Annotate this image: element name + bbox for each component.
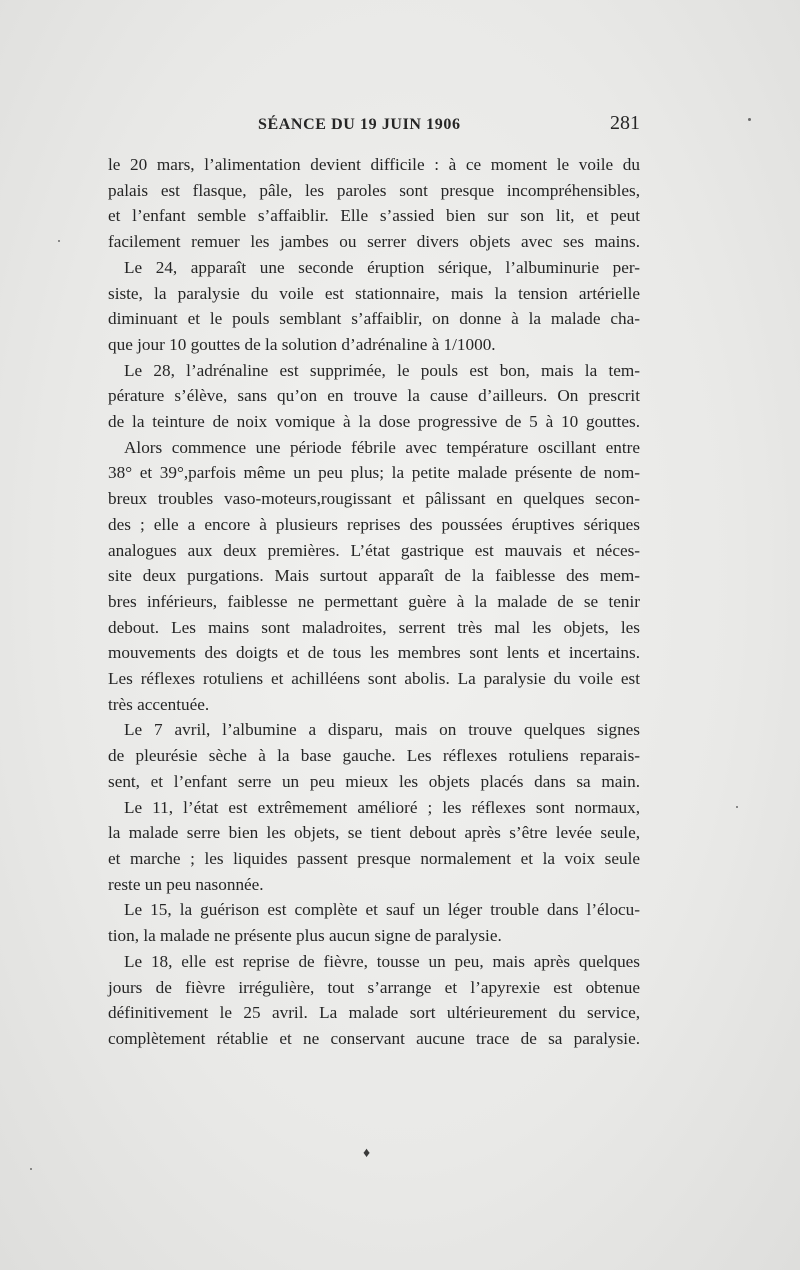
- text-line: tion, la malade ne présente plus aucun signe de paralysie.: [108, 926, 502, 946]
- paragraph: [108, 152, 640, 255]
- text-line: très accentuée.: [108, 694, 210, 714]
- text-line: des ; elle a encore à plusieurs reprises des poussées éruptives sériques: [108, 514, 640, 534]
- text-line: siste, la paralysie du voile est stationnaire, mais la tension artérielle: [108, 283, 640, 303]
- ink-mark-icon: ♦: [363, 1146, 371, 1161]
- body-text: [108, 152, 640, 1052]
- text-line: et marche ; les liquides passent presque normalement et la voix seule: [108, 848, 640, 868]
- text-line: 38° et 39°,parfois même un peu plus; la petite malade présente de nom-: [108, 463, 640, 483]
- text-line: palais est flasque, pâle, les paroles sont presque incompréhensibles,: [108, 180, 640, 200]
- text-line: mouvements des doigts et de tous les membres sont lents et incertains.: [108, 643, 640, 663]
- text-line: reste un peu nasonnée.: [108, 874, 264, 894]
- paragraph: [108, 897, 640, 948]
- text-line: Le 28, l’adrénaline est supprimée, le pouls est bon, mais la tem-: [124, 360, 640, 380]
- text-line: la malade serre bien les objets, se tient debout après s’être levée seule,: [108, 823, 640, 843]
- running-header: [108, 112, 640, 142]
- paper-speck: [30, 1168, 32, 1170]
- page-number: 281: [610, 112, 640, 134]
- paragraph: [108, 358, 640, 435]
- text-line: de la teinture de noix vomique à la dose progressive de 5 à 10 gouttes.: [108, 412, 640, 432]
- running-title: SÉANCE DU 19 JUIN 1906: [258, 116, 461, 133]
- paper-speck: [736, 806, 738, 808]
- paper-speck: [58, 240, 60, 242]
- text-line: debout. Les mains sont maladroites, serrent très mal les objets, les: [108, 617, 640, 637]
- text-line: analogues aux deux premières. L’état gastrique est mauvais et néces-: [108, 540, 640, 560]
- text-line: site deux purgations. Mais surtout apparaît de la faiblesse des mem-: [108, 566, 640, 586]
- text-line: bres inférieurs, faiblesse ne permettant guère à la malade de se tenir: [108, 591, 640, 611]
- text-line: pérature s’élève, sans qu’on en trouve la cause d’ailleurs. On prescrit: [108, 386, 640, 406]
- text-line: Les réflexes rotuliens et achilléens sont abolis. La paralysie du voile est: [108, 669, 640, 689]
- text-line: Le 11, l’état est extrêmement amélioré ; les réflexes sont normaux,: [124, 797, 640, 817]
- text-line: Le 24, apparaît une seconde éruption sérique, l’albuminurie per-: [124, 257, 640, 277]
- text-line: jours de fièvre irrégulière, tout s’arrange et l’apyrexie est obtenue: [108, 977, 640, 997]
- text-line: diminuant et le pouls semblant s’affaiblir, on donne à la malade cha-: [108, 309, 640, 329]
- text-line: et l’enfant semble s’affaiblir. Elle s’assied bien sur son lit, et peut: [108, 206, 640, 226]
- text-line: breux troubles vaso-moteurs,rougissant et pâlissant en quelques secon-: [108, 489, 640, 509]
- paragraph: [108, 255, 640, 358]
- paragraph: [108, 949, 640, 1052]
- text-line: de pleurésie sèche à la base gauche. Les réflexes rotuliens reparais-: [108, 746, 640, 766]
- paragraph: [108, 717, 640, 794]
- text-line: définitivement le 25 avril. La malade sort ultérieurement du service,: [108, 1003, 640, 1023]
- text-line: Le 18, elle est reprise de fièvre, tousse un peu, mais après quelques: [124, 951, 640, 971]
- paper-speck: [748, 118, 751, 121]
- text-line: sent, et l’enfant serre un peu mieux les objets placés dans sa main.: [108, 771, 640, 791]
- text-line: complètement rétablie et ne conservant aucune trace de sa paralysie.: [108, 1028, 640, 1048]
- text-line: Alors commence une période fébrile avec température oscillant entre: [124, 437, 640, 457]
- paragraph: [108, 795, 640, 898]
- text-line: Le 15, la guérison est complète et sauf un léger trouble dans l’élocu-: [124, 900, 640, 920]
- text-line: facilement remuer les jambes ou serrer divers objets avec ses mains.: [108, 232, 640, 252]
- text-line: que jour 10 gouttes de la solution d’adrénaline à 1/1000.: [108, 334, 496, 354]
- text-line: Le 7 avril, l’albumine a disparu, mais on trouve quelques signes: [124, 720, 640, 740]
- paragraph: [108, 435, 640, 718]
- text-line: le 20 mars, l’alimentation devient difficile : à ce moment le voile du: [108, 155, 640, 174]
